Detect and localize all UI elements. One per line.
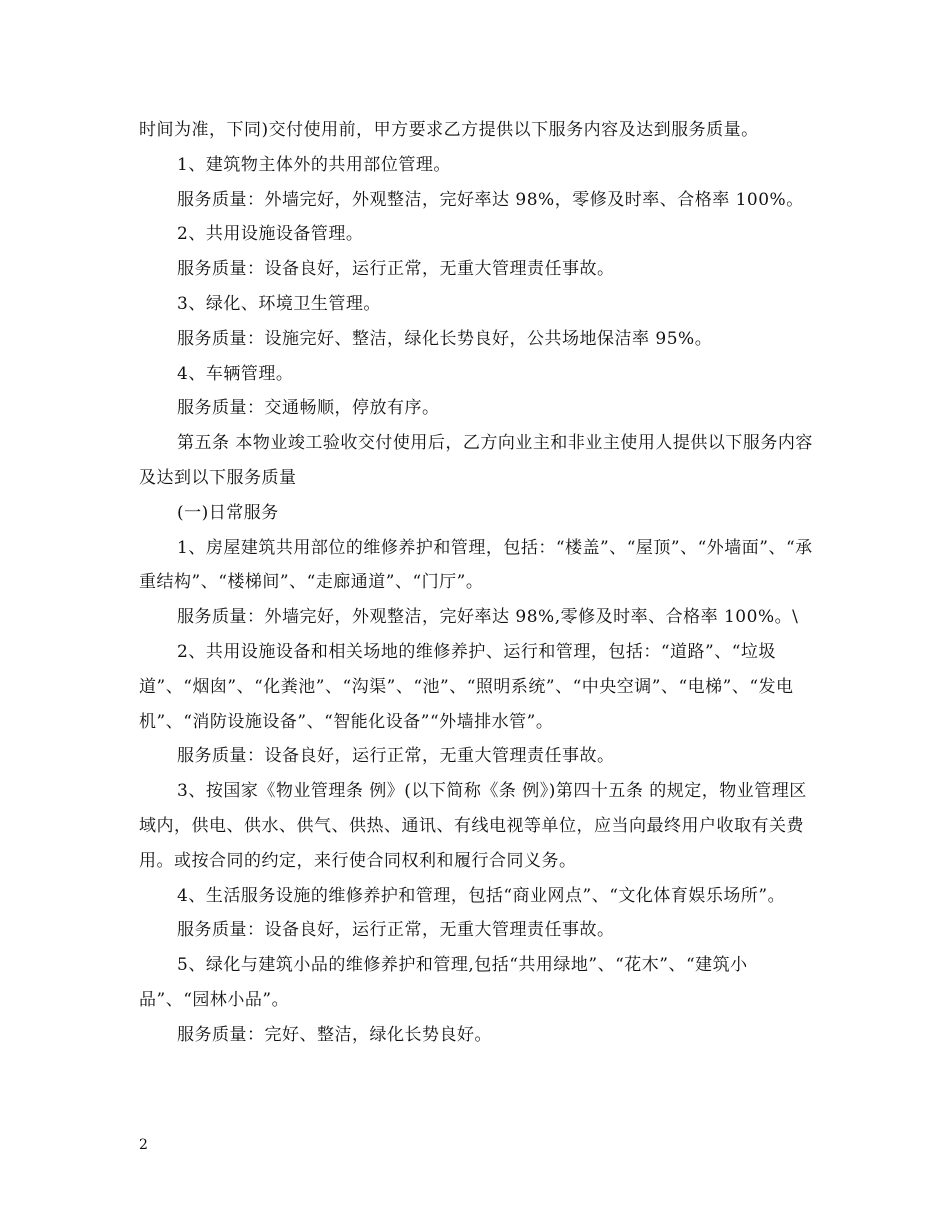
paragraph-service-quality-3: 服务质量：设施完好、整洁，绿化长势良好，公共场地保洁率 95%。 xyxy=(177,328,713,349)
paragraph-item-2: 2、共用设施设备管理。 xyxy=(177,224,364,245)
paragraph-daily-quality-5: 服务质量：完好、整洁，绿化长势良好。 xyxy=(177,1024,492,1045)
paragraph-daily-item-4: 4、生活服务设施的维修养护和管理，包括“商业网点”、“文化体育娱乐场所”。 xyxy=(177,885,786,906)
paragraph-article-5: 第五条 本物业竣工验收交付使用后，乙方向业主和非业主使用人提供以下服务内容及达到以下服务质量 xyxy=(139,433,813,488)
paragraph-daily-quality-2: 服务质量：设备良好，运行正常，无重大管理责任事故。 xyxy=(177,746,615,767)
paragraph-daily-item-3: 3、按国家《物业管理条 例》(以下简称《条 例》)第四十五条 的规定，物业管理区域内，供电、供水、供气、供热、通讯、有线电视等单位，应当向最终用户收取有关费用。或按合同的约定，来行使合同权利和履行合同义务。 xyxy=(139,781,807,871)
paragraph-daily-item-2: 2、共用设施设备和相关场地的维修养护、运行和管理，包括：“道路”、“垃圾道”、“烟囱”、“化粪池”、“沟渠”、“池”、“照明系统”、“中央空调”、“电梯”、“发电机”、“消防设施设备”、“智能化设备”“外墙排水管”。 xyxy=(139,641,794,732)
paragraph-daily-quality-1: 服务质量：外墙完好，外观整洁，完好率达 98%,零修及时率、合格率 100%。\ xyxy=(177,607,799,628)
page-number: 2 xyxy=(139,1137,148,1153)
paragraph-daily-item-5: 5、绿化与建筑小品的维修养护和管理,包括“共用绿地”、“花木”、“建筑小品”、“园林小品”。 xyxy=(139,955,748,1010)
section-heading-daily-service: (一)日常服务 xyxy=(177,502,279,523)
paragraph-service-quality-2: 服务质量：设备良好，运行正常，无重大管理责任事故。 xyxy=(177,259,615,280)
paragraph-daily-item-1: 1、房屋建筑共用部位的维修养护和管理，包括：“楼盖”、“屋顶”、“外墙面”、“承重结构”、“楼梯间”、“走廊通道”、“门厅”。 xyxy=(139,537,813,593)
paragraph-continuation: 时间为准，下同)交付使用前，甲方要求乙方提供以下服务内容及达到服务质量。 xyxy=(139,120,759,140)
paragraph-item-3: 3、绿化、环境卫生管理。 xyxy=(177,293,381,314)
document-body xyxy=(139,113,814,1053)
paragraph-item-4: 4、车辆管理。 xyxy=(177,363,294,384)
paragraph-item-1: 1、建筑物主体外的共用部位管理。 xyxy=(177,154,451,175)
paragraph-daily-quality-4: 服务质量：设备良好，运行正常，无重大管理责任事故。 xyxy=(177,920,615,941)
paragraph-service-quality-1: 服务质量：外墙完好，外观整洁，完好率达 98%，零修及时率、合格率 100%。 xyxy=(177,189,804,210)
paragraph-service-quality-4: 服务质量：交通畅顺，停放有序。 xyxy=(177,398,440,419)
